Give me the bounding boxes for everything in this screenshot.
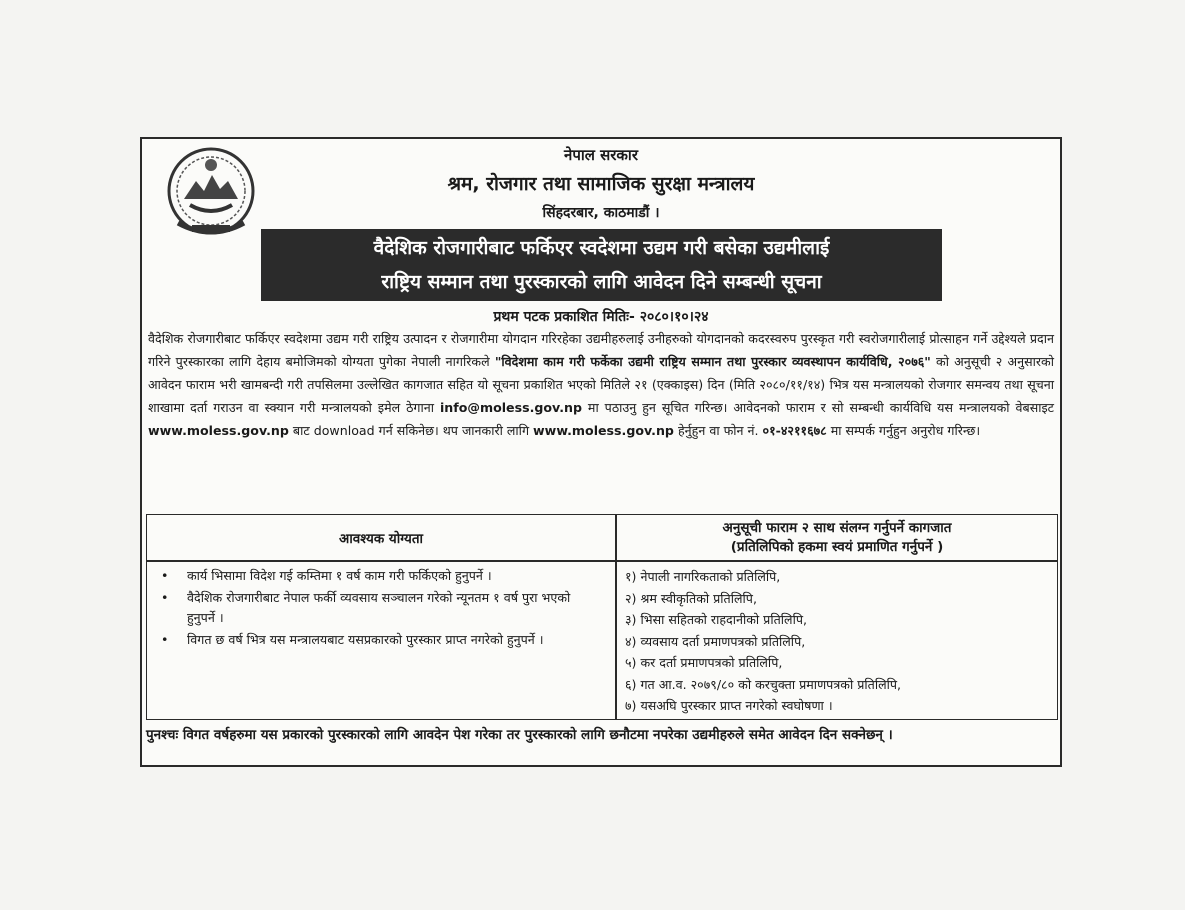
body-text-3: मा पठाउनु हुन सूचित गरिन्छ। आवेदनको फाराम र सो सम्बन्धी कार्यविधि यस मन्त्रालयको वेबसाइट <box>581 400 1054 415</box>
postscript-note: पुनश्चः विगत वर्षहरुमा यस प्रकारको पुरस्कारको लागि आवदेन पेश गरेका तर पुरस्कारको लागि छनौटमा नपरेका उद्यमीहरुले समेत आवेदन दिन सक्नेछन् । <box>146 727 893 743</box>
publication-date: प्रथम पटक प्रकाशित मितिः- २०८०।१०।२४ <box>493 309 709 325</box>
list-item: ४) व्यवसाय दर्ता प्रमाणपत्रको प्रतिलिपि, <box>625 633 806 649</box>
qualifications-list <box>157 566 602 652</box>
notice-body <box>148 327 1054 442</box>
documents-header-line-1: अनुसूची फाराम २ साथ संलग्न गर्नुपर्ने कागजात <box>722 520 952 536</box>
bullet-icon: • <box>161 632 169 647</box>
documents-list <box>625 566 1055 717</box>
documents-header-line-2: (प्रतिलिपिको हकमा स्वयं प्रमाणित गर्नुपर्ने ) <box>730 539 944 555</box>
qualifications-header: आवश्यक योग्यता <box>338 531 424 547</box>
public-notice <box>140 137 1062 767</box>
website-link-1[interactable]: www.moless.gov.np <box>148 423 289 438</box>
government-name: नेपाल सरकार <box>564 146 638 164</box>
list-item: ६) गत आ.व. २०७९/८० को करचुक्ता प्रमाणपत्रको प्रतिलिपि, <box>625 676 902 692</box>
requirements-table <box>146 514 1058 720</box>
body-text-6: मा सम्पर्क गर्नुहुन अनुरोध गरिन्छ। <box>826 423 981 438</box>
banner-line-2: राष्ट्रिय सम्मान तथा पुरस्कारको लागि आवेदन दिने सम्बन्धी सूचना <box>381 271 822 293</box>
notice-title-banner <box>261 229 942 301</box>
banner-line-1: वैदेशिक रोजगारीबाट फर्किएर स्वदेशमा उद्यम गरी बसेका उद्यमीलाई <box>373 237 830 259</box>
phone-number: ०१-४२११६७८ <box>762 423 827 438</box>
qualification-text: वैदेशिक रोजगारीबाट नेपाल फर्की व्यवसाय सञ्चालन गरेको न्यूनतम १ वर्ष पुरा भएको हुनुपर्ने । <box>187 590 571 625</box>
bullet-icon: • <box>161 568 169 583</box>
email-address[interactable]: info@moless.gov.np <box>439 400 582 415</box>
list-item <box>157 566 602 586</box>
ministry-name: श्रम, रोजगार तथा सामाजिक सुरक्षा मन्त्रालय <box>447 173 755 195</box>
body-text-2: को अनुसूची २ अनुसारको आवेदन फाराम भरी खामबन्दी गरी तपसिलमा उल्लेखित कागजात सहित यो सूचना प्रकाशित भएको मितिले २१ (एक्काइस) दिन (मिति २०८०/११/१४) भित्र यस मन्त्रालयको रोजगार समन्वय तथा सूचना शाखामा दर्ता गराउन वा स्क्यान गरी मन्त्रालयको इमेल ठेगाना <box>148 354 1054 415</box>
ministry-address: सिंहदरबार, काठमाडौं । <box>542 205 660 221</box>
body-text-5: हेर्नुहुन वा फोन नं. <box>673 423 763 438</box>
body-text-1: वैदेशिक रोजगारीबाट फर्किएर स्वदेशमा उद्यम गरी राष्ट्रिय उत्पादन र रोजगारीमा योगदान गरिरहेका उद्यमीहरुलाई उनीहरुको योगदानको कदरस्वरुप पुरस्कृत गरी स्वरोजगारीलाई प्रोत्साहन गर्ने उद्देश्यले प्रदान गरिने पुरस्कारका लागि देहाय बमोजिमको योग्यता पुगेका नेपाली नागरिकले <box>148 331 1054 369</box>
qualification-text: विगत छ वर्ष भित्र यस मन्त्रालयबाट यसप्रकारको पुरस्कार प्राप्त नगरेको हुनुपर्ने । <box>187 632 544 647</box>
bullet-icon: • <box>161 590 169 605</box>
website-link-2[interactable]: www.moless.gov.np <box>533 423 674 438</box>
list-item <box>157 630 602 650</box>
qualification-text: कार्य भिसामा विदेश गई कम्तिमा १ वर्ष काम गरी फर्किएको हुनुपर्ने । <box>187 568 492 583</box>
table-header-divider <box>147 560 1057 562</box>
list-item: ५) कर दर्ता प्रमाणपत्रको प्रतिलिपि, <box>625 655 783 670</box>
list-item <box>157 588 602 628</box>
list-item: ३) भिसा सहितको राहदानीको प्रतिलिपि, <box>625 612 807 627</box>
list-item: २) श्रम स्वीकृतिको प्रतिलिपि, <box>625 590 757 606</box>
documents-header <box>617 519 1057 557</box>
list-item: ७) यसअघि पुरस्कार प्राप्त नगरेको स्वघोषणा । <box>625 698 833 713</box>
procedure-title: "विदेशमा काम गरी फर्केका उद्यमी राष्ट्रिय सम्मान तथा पुरस्कार व्यवस्थापन कार्यविधि, २०७६" <box>494 354 931 369</box>
body-text-4: बाट download गर्न सकिनेछ। थप जानकारी लागि <box>288 423 534 438</box>
list-item: १) नेपाली नागरिकताको प्रतिलिपि, <box>625 569 781 584</box>
